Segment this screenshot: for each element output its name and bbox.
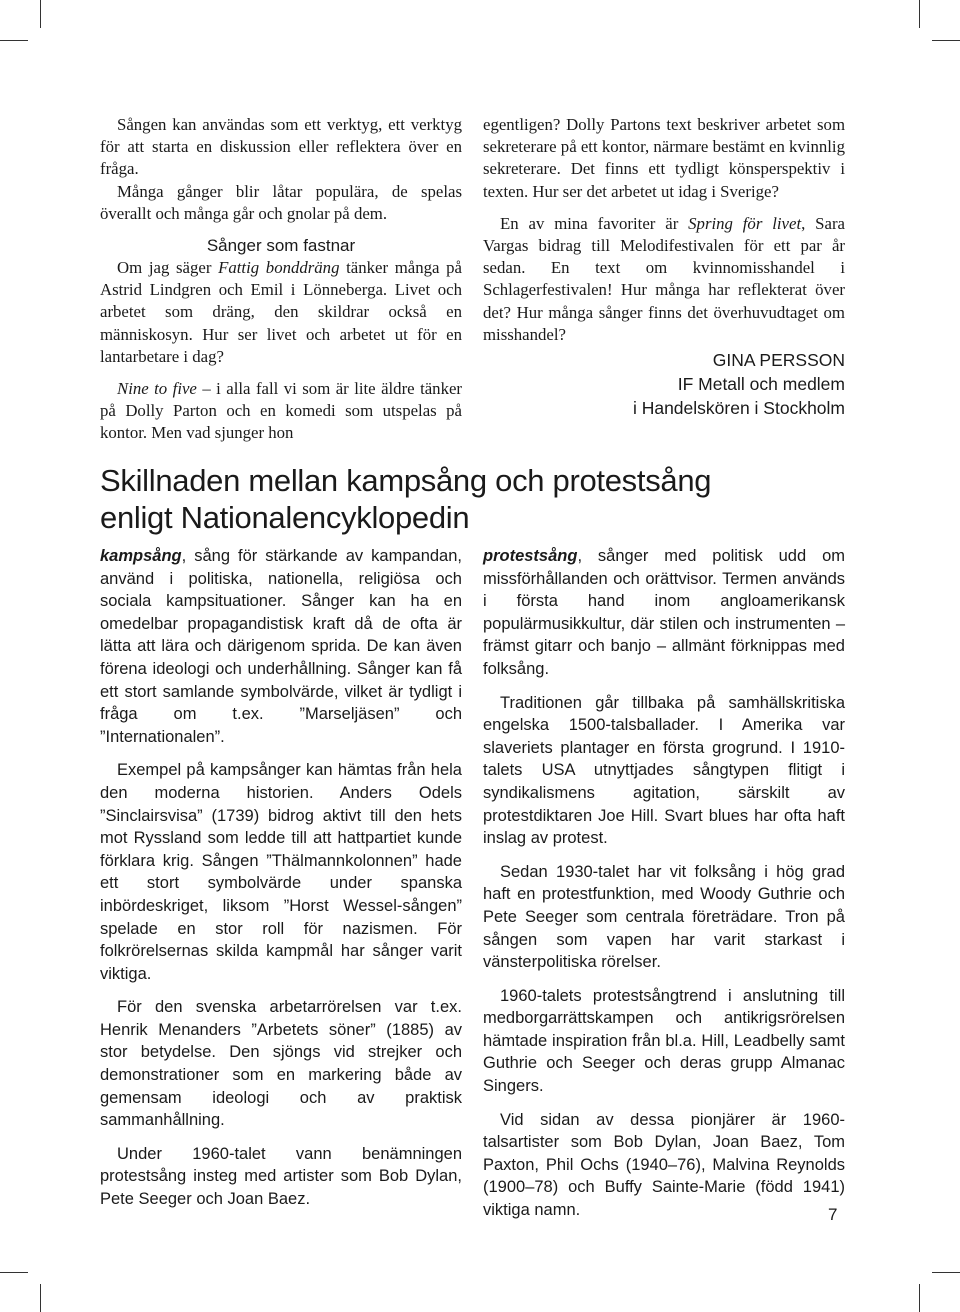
song-title: Nine to five — [117, 379, 197, 399]
crop-mark — [40, 1284, 41, 1312]
paragraph — [100, 257, 462, 368]
article-column-left — [100, 114, 462, 445]
definition-paragraph — [100, 545, 462, 748]
text: , sång för stärkande av kampandan, använd i politiska, nationella, religiösa och sociala kampsituationer. Sånger kan ha en omedelbar propagandistisk kraft då de ofta är lätta att lära och därigenom sprida. De kan även förena ideologi och underhållning. Sånger kan få ett stort samlande symbolvärde, vilket är tydligt i fråga om t.ex. ”Marseljäsen” och ”Internationalen”. — [100, 547, 462, 746]
page-number: 7 — [828, 1205, 838, 1224]
paragraph: För den svenska arbetarrörelsen var t.ex. Henrik Menanders ”Arbetets söner” (1885) av stor betydelse. Den sjöngs vid strejker och demonstrationer som en markering både av gemensam ideologi och av praktisk sammanhållning. — [100, 998, 462, 1130]
heading-line: Skillnaden mellan kampsång och protestsång — [100, 463, 712, 498]
song-title: Fattig bonddräng — [218, 258, 340, 278]
crop-mark — [932, 1272, 960, 1273]
text: , sånger med politisk udd om missförhållanden och orättvisor. Termen används i första hand inom angloamerikansk populärmusikkultur, där stilen och instrumenten – främst gitarr och banjo – allmänt förknippas med folksång. — [483, 547, 845, 678]
paragraph: Många gånger blir låtar populära, de spelas överallt och många går och gnolar på dem. — [100, 181, 462, 223]
paragraph: 1960-talets protestsångtrend i anslutning till medborgarrättskampen och antikrigsrörelsen hämtade inspiration från bl.a. Hill, Leadbelly samt Guthrie och Seeger och deras grupp Almanac Singers. — [483, 986, 845, 1096]
section-subheading: Sånger som fastnar — [206, 236, 356, 256]
box-heading — [100, 462, 860, 536]
crop-mark — [40, 0, 41, 28]
paragraph: Sedan 1930-talet har vit folksång i hög grad haft en protestfunktion, med Woody Guthrie och Pete Seeger som centrala företrädare. Tron på sången som vapen har varit starkast i vänsterpolitiska rörelser. — [483, 862, 845, 972]
crop-mark — [932, 40, 960, 41]
paragraph: egentligen? Dolly Partons text beskriver arbetet som sekreterare på ett kontor, närmare bestämt en kvinnlig sekreterare. Det finns ett tydligt könsperspektiv i texten. Hur ser det arbetet ut idag i Sverige? — [483, 115, 845, 201]
song-title: Spring för livet — [688, 213, 802, 233]
definition-paragraph — [483, 545, 845, 681]
text: , Sara Vargas bidrag till Melodifestivalen för ett par år sedan. En text om kvinnomisshandel i Schlagerfestivalen! Hur många har reflekterat över det? Hur många sånger finns det överhuvudtaget om misshandel? — [483, 213, 845, 344]
definition-column-left — [100, 545, 462, 1211]
paragraph — [100, 378, 462, 445]
paragraph: Under 1960-talet vann benämningen protestsång insteg med artister som Bob Dylan, Pete Seeger och Joan Baez. — [100, 1144, 462, 1209]
author-name: GINA PERSSON — [712, 350, 845, 371]
paragraph: Vid sidan av dessa pionjärer är 1960-talsartister som Bob Dylan, Joan Baez, Tom Paxton, Phil Ochs (1940–76), Malvina Reynolds (1900–78) och Buffy Sainte-Marie (född 1941) viktiga namn. — [483, 1110, 845, 1220]
crop-mark — [919, 1284, 920, 1312]
author-affiliation: IF Metall och medlem — [677, 374, 845, 395]
crop-mark — [0, 1272, 28, 1273]
definition-term: kampsång — [100, 547, 182, 565]
text: En av mina favoriter är — [500, 213, 689, 233]
paragraph: Exempel på kampsånger kan hämtas från hela den moderna historien. Anders Odels ”Sinclairsvisa” (1739) bidrog aktivt till den hets mot Ryssland som ledde till att hattpartiet kunde förklara krig. Sången ”Thälmannkolonnen” hade ett stort symbolvärde under spanska inbördeskriget, liksom ”Horst Wessel-sången” spelade en stor roll för nazismen. För folkrörelsernas skilda kampmål har sånger varit viktiga. — [100, 761, 462, 983]
paragraph: Traditionen går tillbaka på samhällskritiska engelska 1500-talsballader. I Amerika var slaveriets plantager en första grogrund. I 1910-talets USA utnyttjades sångtypen flitigt i syndikalismens agitation, särskilt av protestdiktaren Joe Hill. Svart blues har ofta haft inslag av protest. — [483, 693, 845, 848]
definition-column-right — [483, 545, 845, 1222]
paragraph — [483, 213, 845, 346]
text: tänker många på Astrid Lindgren och Emil i Lönneberga. Livet och arbetet som dräng, den skildrar också en människosyn. Hur ser livet och arbetet ut för en lantarbetare i dag? — [100, 258, 462, 366]
heading-line: enligt Nationalencyklopedin — [100, 500, 470, 535]
text: Om jag säger — [117, 258, 219, 278]
author-affiliation: i Handelskören i Stockholm — [632, 398, 845, 419]
paragraph: Sången kan användas som ett verktyg, ett verktyg för att starta en diskussion eller reflektera över en fråga. — [100, 115, 462, 179]
definition-term: protestsång — [483, 547, 578, 565]
crop-mark — [0, 40, 28, 41]
crop-mark — [919, 0, 920, 28]
author-signature — [483, 348, 845, 420]
text: – i alla fall vi som är lite äldre tänker på Dolly Parton och en komedi som utspelas på kontor. Men vad sjunger hon — [100, 379, 462, 443]
article-column-right — [483, 114, 845, 420]
